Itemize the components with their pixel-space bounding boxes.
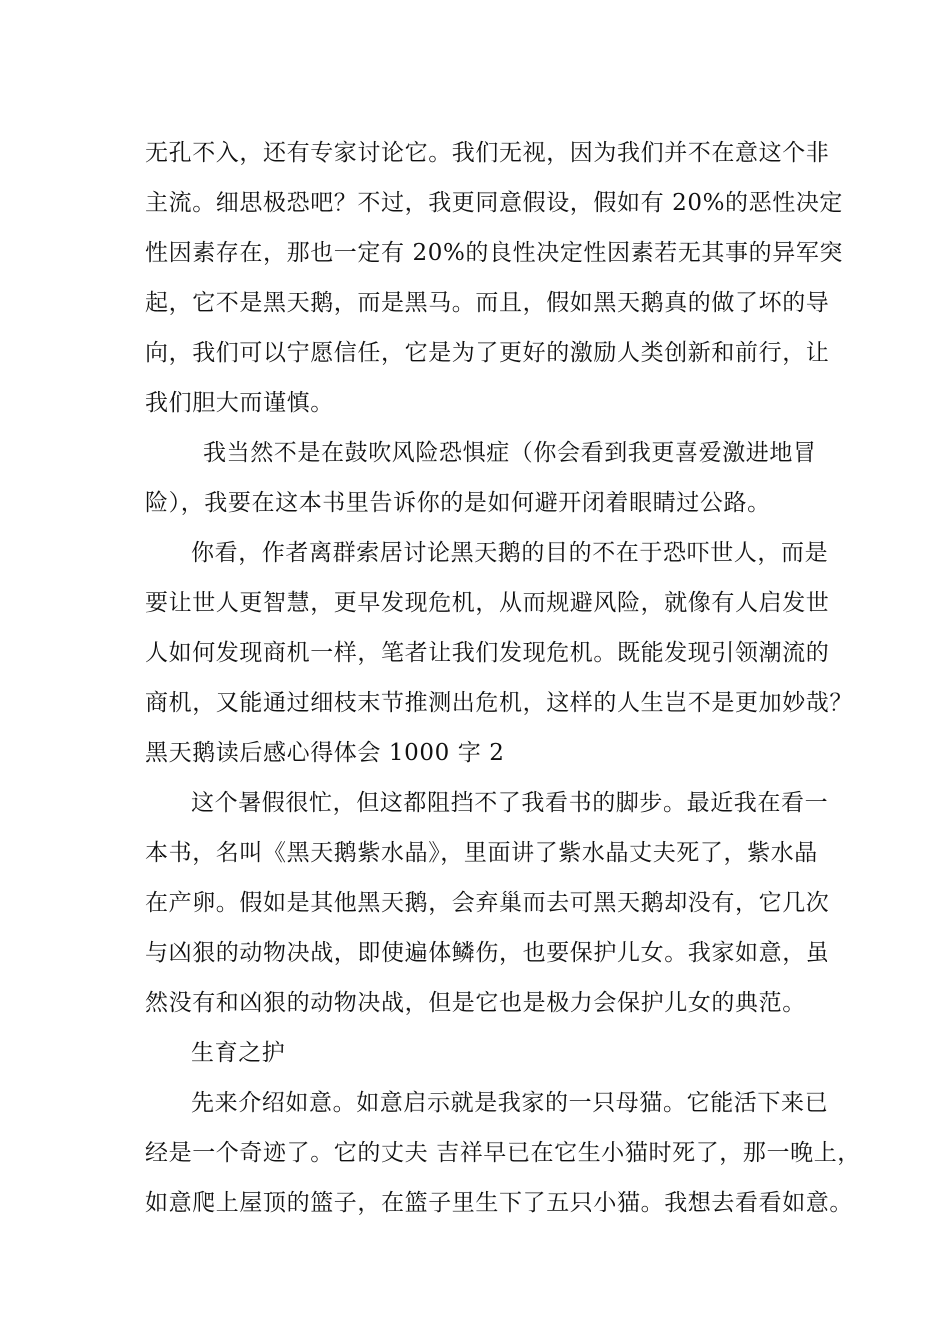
text-line: 向，我们可以宁愿信任，它是为了更好的激励人类创新和前行，让 <box>145 340 830 366</box>
text-line: 主流。细思极恐吧？不过，我更同意假设，假如有 20%的恶性决定 <box>145 190 844 216</box>
text-line: 经是一个奇迹了。它的丈夫 吉祥早已在它生小猫时死了，那一晚上， <box>145 1140 861 1166</box>
text-line: 人如何发现商机一样，笔者让我们发现危机。既能发现引领潮流的 <box>145 640 830 666</box>
paragraph-start-line: 先来介绍如意。如意启示就是我家的一只母猫。它能活下来已 <box>191 1090 829 1116</box>
text-line: 本书，名叫《黑天鹅紫水晶》，里面讲了紫水晶丈夫死了，紫水晶 <box>145 840 818 866</box>
text-line: 无孔不入，还有专家讨论它。我们无视，因为我们并不在意这个非 <box>145 140 830 166</box>
text-line: 起，它不是黑天鹅，而是黑马。而且，假如黑天鹅真的做了坏的导 <box>145 290 830 316</box>
text-line: 我们胆大而谨慎。 <box>145 390 334 416</box>
section-heading: 黑天鹅读后感心得体会 1000 字 2 <box>145 740 505 766</box>
paragraph-start-line: 我当然不是在鼓吹风险恐惧症（你会看到我更喜爱激进地冒 <box>203 440 817 466</box>
text-line: 险），我要在这本书里告诉你的是如何避开闭着眼睛过公路。 <box>145 490 771 516</box>
text-line: 如意爬上屋顶的篮子，在篮子里生下了五只小猫。我想去看看如意。 <box>145 1190 853 1216</box>
subheading: 生育之护 <box>191 1040 286 1066</box>
text-line: 性因素存在，那也一定有 20%的良性决定性因素若无其事的异军突 <box>145 240 844 266</box>
text-line: 与凶狠的动物决战，即使遍体鳞伤，也要保护儿女。我家如意，虽 <box>145 940 830 966</box>
text-line: 然没有和凶狠的动物决战，但是它也是极力会保护儿女的典范。 <box>145 990 806 1016</box>
paragraph-start-line: 这个暑假很忙，但这都阻挡不了我看书的脚步。最近我在看一 <box>191 790 829 816</box>
text-line: 要让世人更智慧，更早发现危机，从而规避风险，就像有人启发世 <box>145 590 830 616</box>
body-text <box>145 128 861 1228</box>
text-line: 在产卵。假如是其他黑天鹅，会弃巢而去可黑天鹅却没有，它几次 <box>145 890 830 916</box>
text-line: 商机，又能通过细枝末节推测出危机，这样的人生岂不是更加妙哉？ <box>145 690 853 716</box>
paragraph-start-line: 你看，作者离群索居讨论黑天鹅的目的不在于恐吓世人，而是 <box>191 540 829 566</box>
